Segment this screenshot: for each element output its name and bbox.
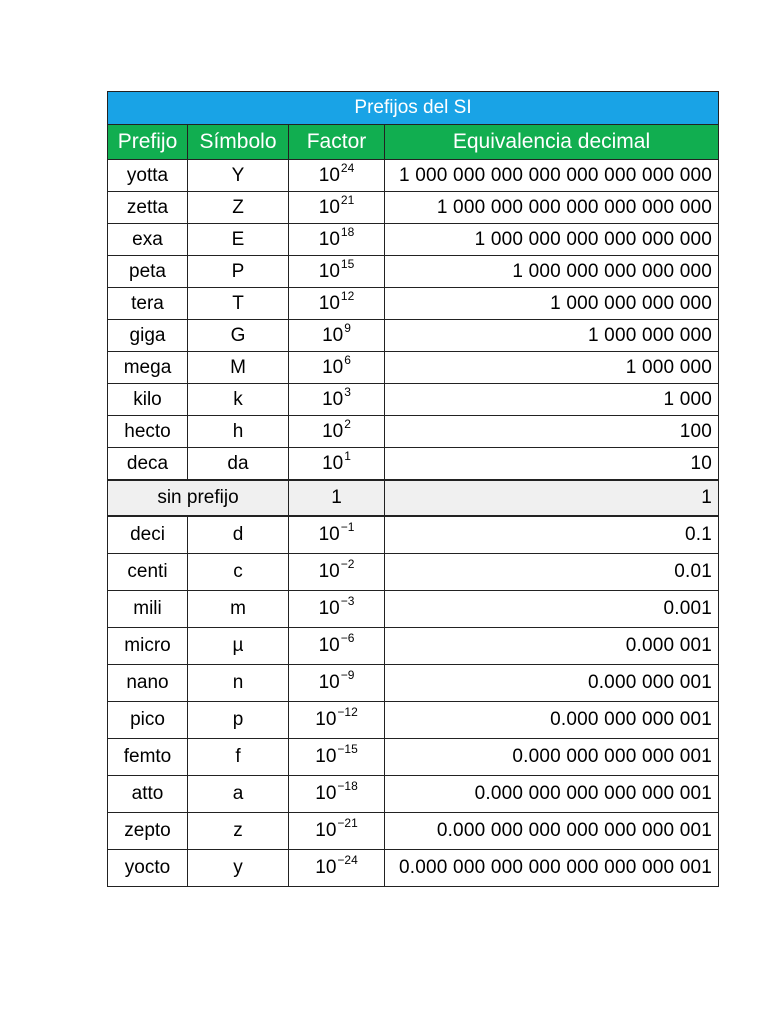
prefix-cell: exa <box>108 224 188 256</box>
decimal-cell: 100 <box>385 416 719 448</box>
factor-exponent: −6 <box>340 631 355 645</box>
factor-exponent: −3 <box>340 594 355 608</box>
factor-cell <box>289 384 385 416</box>
factor-base: 10 <box>318 524 340 545</box>
decimal-cell: 1 000 000 000 000 000 000 000 <box>385 192 719 224</box>
factor-base: 10 <box>322 452 344 474</box>
table-row <box>108 591 719 628</box>
symbol-cell: M <box>188 352 289 384</box>
factor-base: 10 <box>318 292 340 314</box>
upper-prefixes-body <box>108 160 719 481</box>
decimal-cell: 10 <box>385 448 719 481</box>
factor-base: 10 <box>318 196 340 218</box>
factor-exponent: −12 <box>337 705 358 719</box>
factor-base: 10 <box>315 709 337 730</box>
lower-prefixes-body <box>108 516 719 887</box>
decimal-cell: 0.1 <box>385 516 719 554</box>
factor-cell <box>289 628 385 665</box>
factor-base: 10 <box>318 228 340 250</box>
symbol-cell: f <box>188 739 289 776</box>
prefix-cell: hecto <box>108 416 188 448</box>
factor-base: 10 <box>315 857 337 878</box>
symbol-cell: m <box>188 591 289 628</box>
factor-cell <box>289 702 385 739</box>
symbol-cell: P <box>188 256 289 288</box>
header-factor: Factor <box>289 125 385 160</box>
factor-cell <box>289 416 385 448</box>
symbol-cell: a <box>188 776 289 813</box>
factor-exponent: 12 <box>340 288 355 303</box>
decimal-cell: 1 000 000 000 000 000 <box>385 256 719 288</box>
table-row <box>108 288 719 320</box>
prefix-cell: micro <box>108 628 188 665</box>
factor-base: 10 <box>318 561 340 582</box>
prefix-cell: femto <box>108 739 188 776</box>
factor-base: 10 <box>318 672 340 693</box>
symbol-cell: k <box>188 384 289 416</box>
header-decimal: Equivalencia decimal <box>385 125 719 160</box>
factor-cell <box>289 224 385 256</box>
table-row <box>108 224 719 256</box>
factor-base: 10 <box>322 420 344 442</box>
factor-exponent: −2 <box>340 557 355 571</box>
factor-cell <box>289 776 385 813</box>
prefix-cell: peta <box>108 256 188 288</box>
factor-exponent: 24 <box>340 160 355 175</box>
prefix-cell: nano <box>108 665 188 702</box>
table-row <box>108 813 719 850</box>
factor-cell <box>289 591 385 628</box>
prefix-cell: deci <box>108 516 188 554</box>
symbol-cell: T <box>188 288 289 320</box>
symbol-cell: Y <box>188 160 289 192</box>
factor-cell <box>289 320 385 352</box>
factor-exponent: −21 <box>337 816 358 830</box>
neutral-label: sin prefijo <box>108 480 289 516</box>
factor-cell <box>289 665 385 702</box>
factor-exponent: −24 <box>337 853 358 867</box>
table-row <box>108 160 719 192</box>
prefix-cell: kilo <box>108 384 188 416</box>
factor-base: 10 <box>318 598 340 619</box>
factor-cell <box>289 192 385 224</box>
prefix-cell: mili <box>108 591 188 628</box>
prefix-cell: zepto <box>108 813 188 850</box>
table-row <box>108 516 719 554</box>
factor-cell <box>289 160 385 192</box>
decimal-cell: 0.01 <box>385 554 719 591</box>
factor-exponent: −9 <box>340 668 355 682</box>
factor-cell <box>289 554 385 591</box>
table-row <box>108 384 719 416</box>
table-row <box>108 665 719 702</box>
factor-base: 10 <box>315 783 337 804</box>
decimal-cell: 1 000 000 000 000 <box>385 288 719 320</box>
factor-exponent: 21 <box>340 192 355 207</box>
symbol-cell: E <box>188 224 289 256</box>
header-symbol: Símbolo <box>188 125 289 160</box>
symbol-cell: µ <box>188 628 289 665</box>
factor-base: 10 <box>322 388 344 410</box>
factor-exponent: 1 <box>344 448 351 463</box>
symbol-cell: n <box>188 665 289 702</box>
table-row <box>108 192 719 224</box>
decimal-cell: 0.000 000 001 <box>385 665 719 702</box>
decimal-cell: 0.000 001 <box>385 628 719 665</box>
factor-exponent: −18 <box>337 779 358 793</box>
table-row <box>108 352 719 384</box>
table-row <box>108 448 719 481</box>
factor-exponent: 6 <box>344 352 351 367</box>
prefix-cell: tera <box>108 288 188 320</box>
factor-exponent: 3 <box>344 384 351 399</box>
decimal-cell: 0.000 000 000 000 000 001 <box>385 776 719 813</box>
prefix-cell: giga <box>108 320 188 352</box>
factor-base: 10 <box>315 746 337 767</box>
factor-cell <box>289 813 385 850</box>
factor-cell <box>289 739 385 776</box>
table-row <box>108 702 719 739</box>
table-row <box>108 416 719 448</box>
factor-cell <box>289 352 385 384</box>
decimal-cell: 0.000 000 000 000 000 000 000 001 <box>385 850 719 887</box>
symbol-cell: h <box>188 416 289 448</box>
table-row-sin-prefijo <box>108 480 719 516</box>
symbol-cell: p <box>188 702 289 739</box>
decimal-cell: 1 000 000 000 000 000 000 <box>385 224 719 256</box>
symbol-cell: z <box>188 813 289 850</box>
symbol-cell: G <box>188 320 289 352</box>
factor-exponent: 9 <box>344 320 351 335</box>
table-row <box>108 320 719 352</box>
neutral-body <box>108 480 719 516</box>
factor-exponent: 15 <box>340 256 355 271</box>
symbol-cell: c <box>188 554 289 591</box>
decimal-cell: 1 000 000 000 000 000 000 000 000 <box>385 160 719 192</box>
factor-base: 10 <box>315 820 337 841</box>
prefix-cell: atto <box>108 776 188 813</box>
factor-base: 10 <box>322 356 344 378</box>
factor-cell <box>289 288 385 320</box>
prefix-cell: mega <box>108 352 188 384</box>
table-row <box>108 628 719 665</box>
decimal-cell: 0.000 000 000 001 <box>385 702 719 739</box>
factor-exponent: −15 <box>337 742 358 756</box>
table-row <box>108 776 719 813</box>
factor-cell <box>289 256 385 288</box>
neutral-decimal: 1 <box>385 480 719 516</box>
table-title-row <box>108 92 719 125</box>
decimal-cell: 1 000 000 <box>385 352 719 384</box>
decimal-cell: 0.000 000 000 000 001 <box>385 739 719 776</box>
factor-cell <box>289 850 385 887</box>
table-row <box>108 256 719 288</box>
decimal-cell: 0.001 <box>385 591 719 628</box>
decimal-cell: 0.000 000 000 000 000 000 001 <box>385 813 719 850</box>
table-row <box>108 739 719 776</box>
symbol-cell: d <box>188 516 289 554</box>
table-row <box>108 850 719 887</box>
factor-cell <box>289 516 385 554</box>
table-row <box>108 554 719 591</box>
header-prefix: Prefijo <box>108 125 188 160</box>
decimal-cell: 1 000 <box>385 384 719 416</box>
symbol-cell: Z <box>188 192 289 224</box>
prefix-cell: yotta <box>108 160 188 192</box>
prefix-cell: yocto <box>108 850 188 887</box>
decimal-cell: 1 000 000 000 <box>385 320 719 352</box>
prefix-cell: zetta <box>108 192 188 224</box>
factor-base: 10 <box>318 164 340 186</box>
factor-base: 10 <box>318 635 340 656</box>
table-header-row <box>108 125 719 160</box>
table-title: Prefijos del SI <box>108 92 719 125</box>
symbol-cell: da <box>188 448 289 481</box>
si-prefixes-table <box>107 91 719 887</box>
prefix-cell: deca <box>108 448 188 481</box>
factor-base: 10 <box>318 260 340 282</box>
factor-exponent: 18 <box>340 224 355 239</box>
factor-exponent: −1 <box>340 520 355 534</box>
prefix-cell: pico <box>108 702 188 739</box>
neutral-factor: 1 <box>289 480 385 516</box>
prefix-cell: centi <box>108 554 188 591</box>
factor-base: 10 <box>322 324 344 346</box>
factor-cell <box>289 448 385 481</box>
factor-exponent: 2 <box>344 416 351 431</box>
si-prefixes-table-container <box>107 91 718 887</box>
symbol-cell: y <box>188 850 289 887</box>
